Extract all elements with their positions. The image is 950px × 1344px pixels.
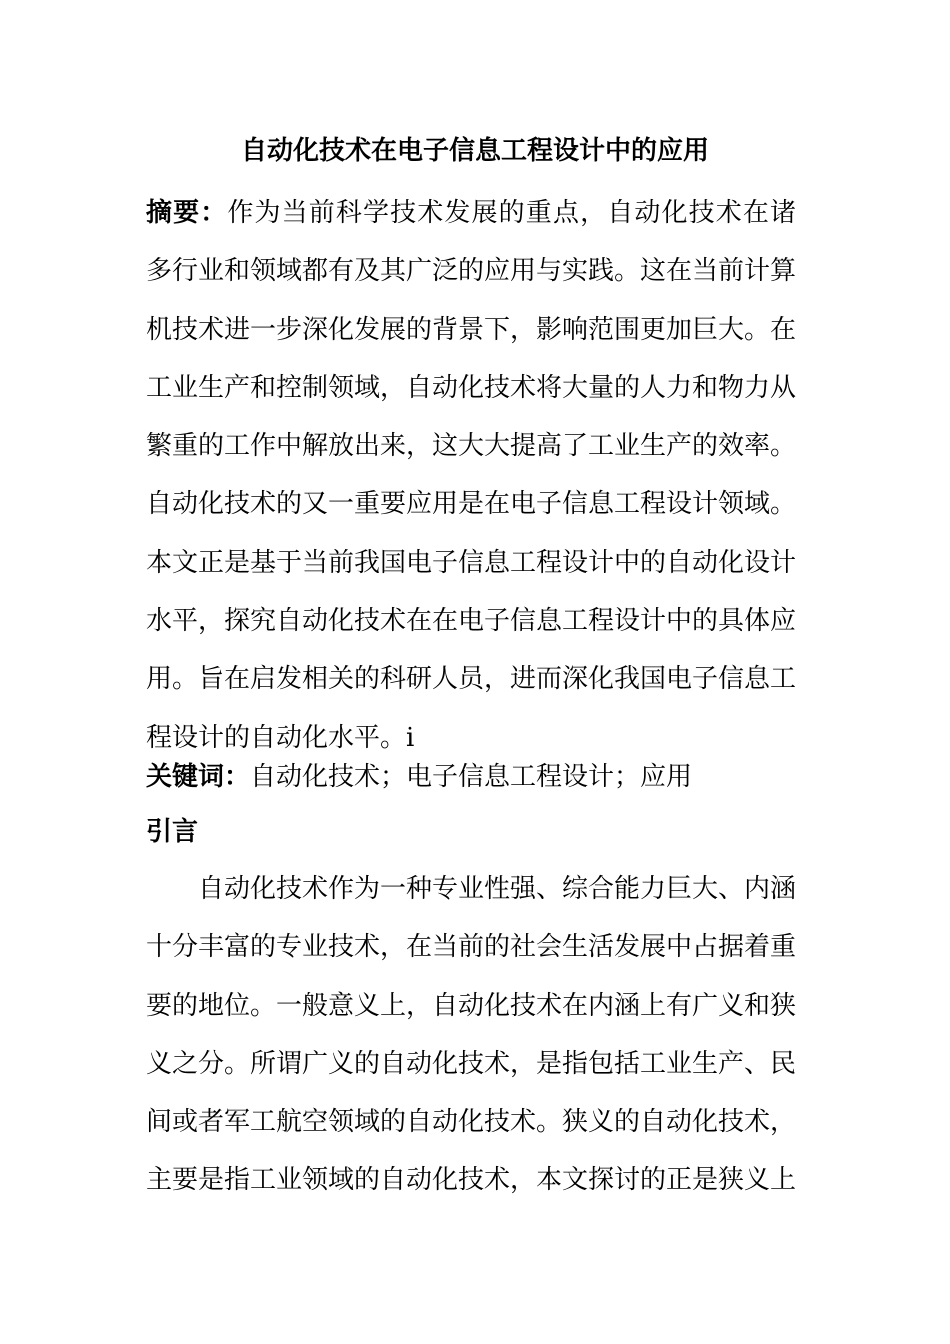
- document-title: 自动化技术在电子信息工程设计中的应用: [240, 136, 709, 166]
- intro-heading: 引言: [146, 817, 199, 847]
- abstract-label: 摘要：: [146, 198, 228, 228]
- keywords-line: [146, 752, 796, 802]
- intro-paragraph: 自动化技术作为一种专业性强、综合能力巨大、内涵十分丰富的专业技术，在当前的社会生活发展中占据着重要的地位。一般意义上，自动化技术在内涵上有广义和狭义之分。所谓广义的自动化技术，是指包括工业生产、民间或者军工航空领域的自动化技术。狭义的自动化技术，主要是指工业领域的自动化技术，本文探讨的正是狭义上: [146, 874, 797, 1196]
- abstract-text: 作为当前科学技术发展的重点，自动化技术在诸多行业和领域都有及其广泛的应用与实践。这在当前计算机技术进一步深化发展的背景下，影响范围更加巨大。在工业生产和控制领域，自动化技术将大量的人力和物力从繁重的工作中解放出来，这大大提高了工业生产的效率。自动化技术的又一重要应用是在电子信息工程设计领域。本文正是基于当前我国电子信息工程设计中的自动化设计水平，探究自动化技术在在电子信息工程设计中的具体应用。旨在启发相关的科研人员，进而深化我国电子信息工程设计的自动化水平。i: [146, 198, 797, 753]
- keywords-text: 自动化技术；电子信息工程设计；应用: [250, 762, 693, 792]
- abstract-paragraph: [146, 184, 796, 767]
- keywords-label: 关键词：: [146, 762, 251, 792]
